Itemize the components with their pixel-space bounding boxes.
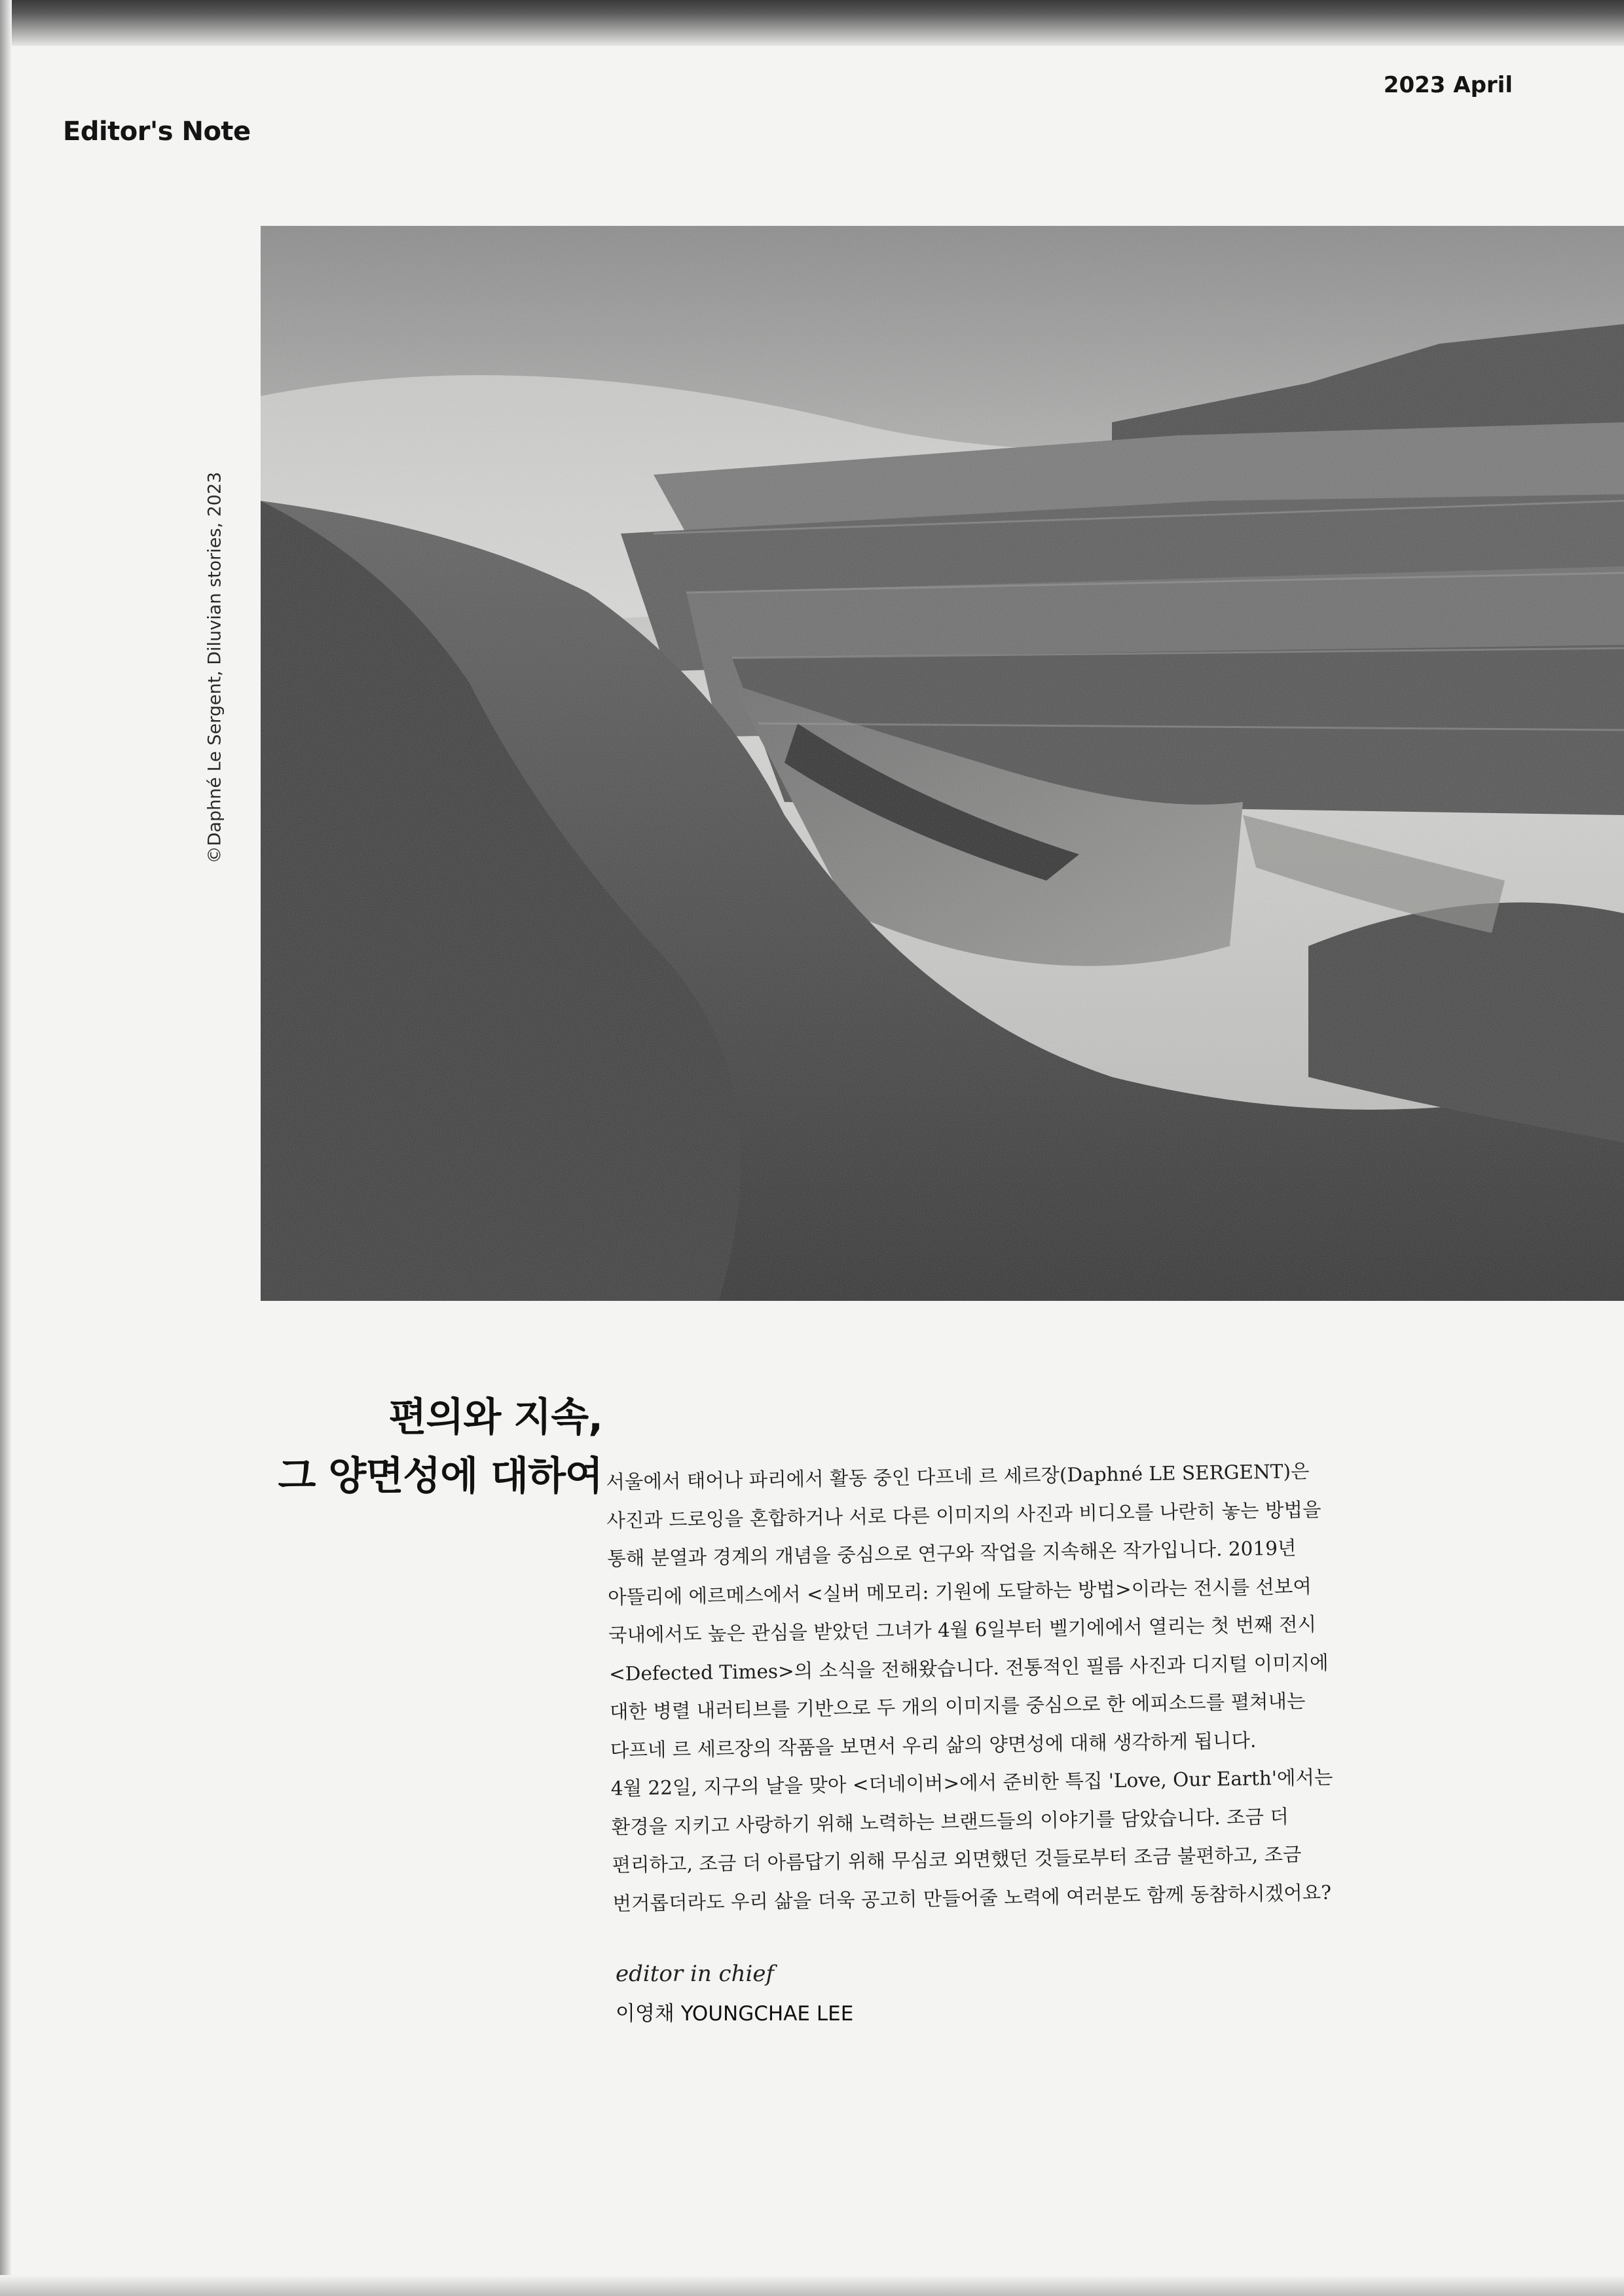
body-line: 편리하고, 조금 더 아름답기 위해 무심코 외면했던 것들로부터 조금 불편하고, 조금 [612,1843,1302,1876]
body-line: 번거롭더라도 우리 삶을 더욱 공고히 만들어줄 노력에 여러분도 함께 동참하시겠어요? [612,1881,1332,1915]
scan-shadow-left [0,0,12,2296]
signature-role: editor in chief [616,1961,775,1987]
body-line: 대한 병렬 내러티브를 기반으로 두 개의 이미지를 중심으로 한 에피소드를 펼쳐내는 [609,1690,1306,1723]
quarry-landscape-image [261,226,1624,1301]
body-line: 사진과 드로잉을 혼합하거나 서로 다른 이미지의 사진과 비디오를 나란히 놓는 방법을 [606,1498,1321,1532]
body-line: 4월 22일, 지구의 날을 맞아 <더네이버>에서 준비한 특집 'Love, Our Earth'에서는 [610,1766,1333,1800]
title-line-1: 편의와 지속, [388,1394,602,1440]
article-title [278,1388,602,1506]
body-line: 다프네 르 세르장의 작품을 보면서 우리 삶의 양면성에 대해 생각하게 됩니다. [610,1728,1257,1762]
body-line: 서울에서 태어나 파리에서 활동 중인 다프네 르 세르장(Daphné LE SERGENT)은 [606,1460,1310,1493]
scan-shadow-top [0,0,1624,46]
body-line: 환경을 지키고 사랑하기 위해 노력하는 브랜드들의 이야기를 담았습니다. 조금 더 [611,1805,1289,1838]
article-body [606,1449,1484,1923]
body-line: 아뜰리에 에르메스에서 <실버 메모리: 기원에 도달하는 방법>이라는 전시를 선보여 [607,1575,1312,1609]
section-label: Editor's Note [63,117,251,147]
issue-date: 2023 April [1383,72,1513,98]
body-line: 국내에서도 높은 관심을 받았던 그녀가 4월 6일부터 벨기에에서 열리는 첫 번째 전시 [608,1613,1317,1647]
scan-shadow-bottom [0,2275,1624,2296]
body-line: <Defected Times>의 소식을 전해왔습니다. 전통적인 필름 사진과 디지털 이미지에 [608,1651,1329,1685]
body-line: 통해 분열과 경계의 개념을 중심으로 연구와 작업을 지속해온 작가입니다. 2019년 [607,1537,1297,1570]
title-line-2: 그 양면성에 대하여 [278,1453,602,1499]
signature-name: 이영채 YOUNGCHAE LEE [616,2002,854,2026]
feature-photo [261,226,1624,1301]
photo-credit-text: ©Daphné Le Sergent, Diluvian stories, 2023 [204,471,225,864]
